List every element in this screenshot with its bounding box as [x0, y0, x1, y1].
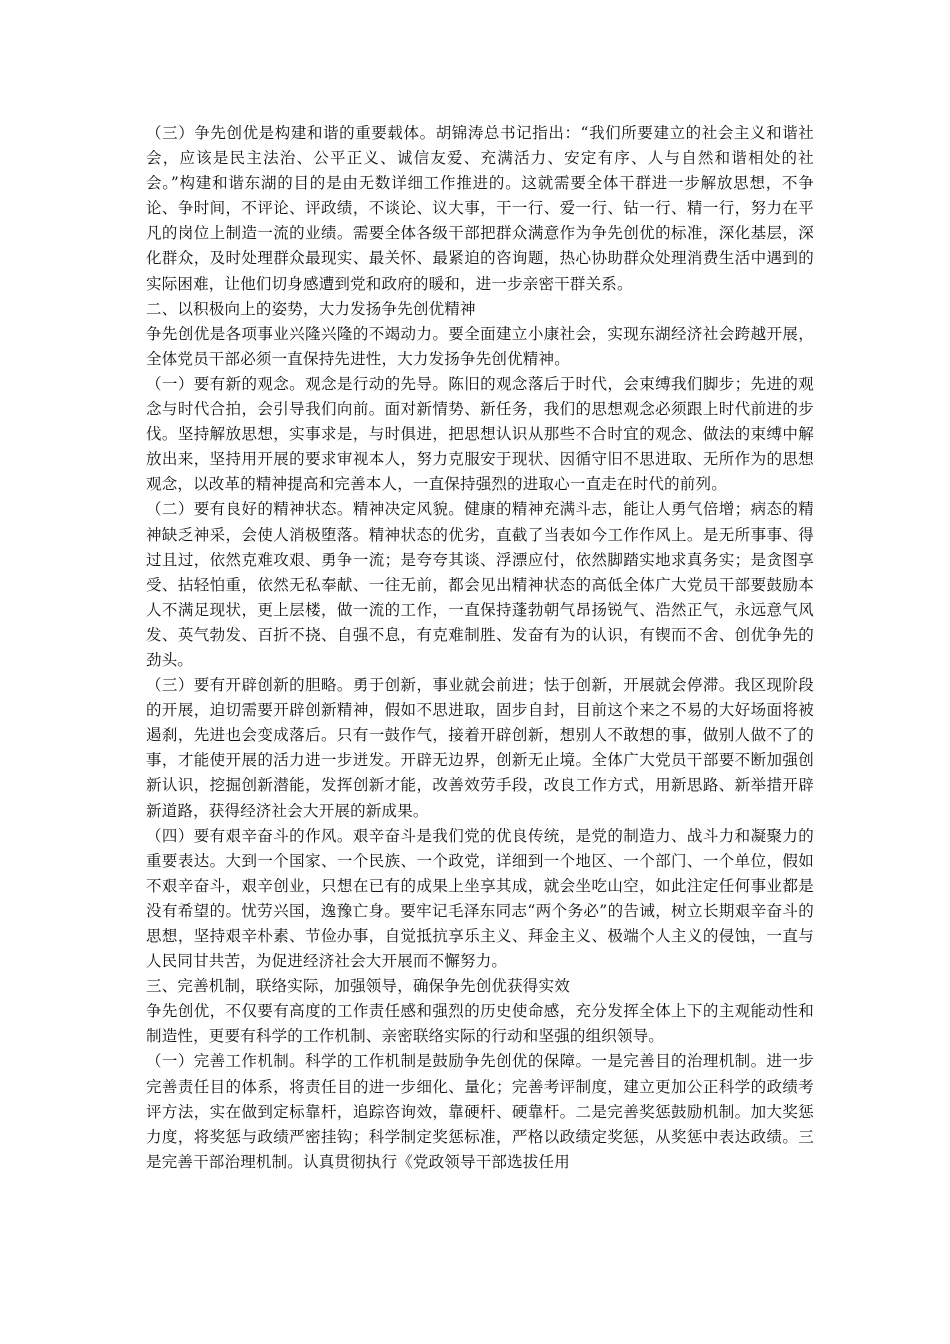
- paragraph-hard-work: （四）要有艰辛奋斗的作风。艰辛奋斗是我们党的优良传统，是党的制造力、战斗力和凝聚力的重要表达。大到一个国家、一个民族、一个政党，详细到一个地区、一个部门、一个单位，假如不艰辛奋斗，艰辛创业，只想在已有的成果上坐享其成，就会坐吃山空，如此注定任何事业都是没有希望的。忧劳兴国，逸豫亡身。要牢记毛泽东同志“两个务必”的告诫，树立长期艰辛奋斗的思想，坚持艰辛朴素、节俭办事，自觉抵抗享乐主义、拜金主义、极端个人主义的侵蚀，一直与人民同甘共苦，为促进经济社会大开展而不懈努力。: [146, 826, 814, 971]
- paragraph-section-two-intro: 争先创优是各项事业兴隆兴隆的不竭动力。要全面建立小康社会，实现东湖经济社会跨越开展，全体党员干部必须一直保持先进性，大力发扬争先创优精神。: [146, 324, 814, 368]
- document-page: [146, 121, 814, 1175]
- paragraph-harmony-carrier: （三）争先创优是构建和谐的重要载体。胡锦涛总书记指出：“我们所要建立的社会主义和谐社会，应该是民主法治、公平正义、诚信友爱、充满活力、安定有序、人与自然和谐相处的社会。”构建和谐东湖的目的是由无数详细工作推进的。这就需要全体干群进一步解放思想，不争论、争时间，不评论、评政绩，不谈论、议大事，干一行、爱一行、钻一行、精一行，努力在平凡的岗位上制造一流的业绩。需要全体各级干部把群众满意作为争先创优的标准，深化基层，深化群众，及时处理群众最现实、最关怀、最紧迫的咨询题，热心协助群众处理消费生活中遇到的实际困难，让他们切身感遭到党和政府的暖和，进一步亲密干群关系。: [146, 124, 814, 293]
- paragraph-new-concepts: （一）要有新的观念。观念是行动的先导。陈旧的观念落后于时代，会束缚我们脚步；先进的观念与时代合拍，会引导我们向前。面对新情势、新任务，我们的思想观念必须跟上时代前进的步伐。坚持解放思想，实事求是，与时俱进，把思想认识从那些不合时宜的观念、做法的束缚中解放出来，坚持用开展的要求审视本人，努力克服安于现状、因循守旧不思进取、无所作为的思想观念，以改革的精神提高和完善本人，一直保持强烈的进取心一直走在时代的前列。: [146, 374, 814, 494]
- section-heading-two: 二、以积极向上的姿势，大力发扬争先创优精神: [146, 299, 476, 318]
- section-heading-three: 三、完善机制，联络实际，加强领导，确保争先创优获得实效: [146, 977, 570, 996]
- paragraph-innovation: （三）要有开辟创新的胆略。勇于创新，事业就会前进；怯于创新，开展就会停滞。我区现阶段的开展，迫切需要开辟创新精神，假如不思进取，固步自封，目前这个来之不易的大好场面将被遏刹，先进也会变成落后。只有一鼓作气，接着开辟创新，想别人不敢想的事，做别人做不了的事，才能使开展的活力进一步迸发。开辟无边界，创新无止境。全体广大党员干部要不断加强创新认识，挖掘创新潜能，发挥创新才能，改善效劳手段，改良工作方式，用新思路、新举措开辟新道路，获得经济社会大开展的新成果。: [146, 676, 814, 820]
- paragraph-spirit-state: （二）要有良好的精神状态。精神决定风貌。健康的精神充满斗志，能让人勇气倍增；病态的精神缺乏神采，会使人消极堕落。精神状态的优劣，直截了当表如今工作作风上。是无所事事、得过且过，依然克难攻艰、勇争一流；是夸夸其谈、浮漂应付，依然脚踏实地求真务实；是贪图享受、拈轻怕重，依然无私奉献、一往无前，都会见出精神状态的高低全体广大党员干部要鼓励本人不满足现状，更上层楼，做一流的工作，一直保持蓬勃朝气昂扬锐气、浩然正气，永远意气风发、英气勃发、百折不挠、自强不息，有克难制胜、发奋有为的认识，有锲而不舍、创优争先的劲头。: [146, 500, 814, 669]
- paragraph-section-three-intro: 争先创优，不仅要有高度的工作责任感和强烈的历史使命感，充分发挥全体上下的主观能动性和制造性，更要有科学的工作机制、亲密联络实际的行动和坚强的组织领导。: [146, 1002, 814, 1046]
- paragraph-work-mechanism: （一）完善工作机制。科学的工作机制是鼓励争先创优的保障。一是完善目的治理机制。进一步完善责任目的体系，将责任目的进一步细化、量化；完善考评制度，建立更加公正科学的政绩考评方法，实在做到定标靠杆，追踪咨询效，靠硬杆、硬靠杆。二是完善奖惩鼓励机制。加大奖惩力度，将奖惩与政绩严密挂钩；科学制定奖惩标准，严格以政绩定奖惩，从奖惩中表达政绩。三是完善干部治理机制。认真贯彻执行《党政领导干部选拔任用: [146, 1052, 814, 1171]
